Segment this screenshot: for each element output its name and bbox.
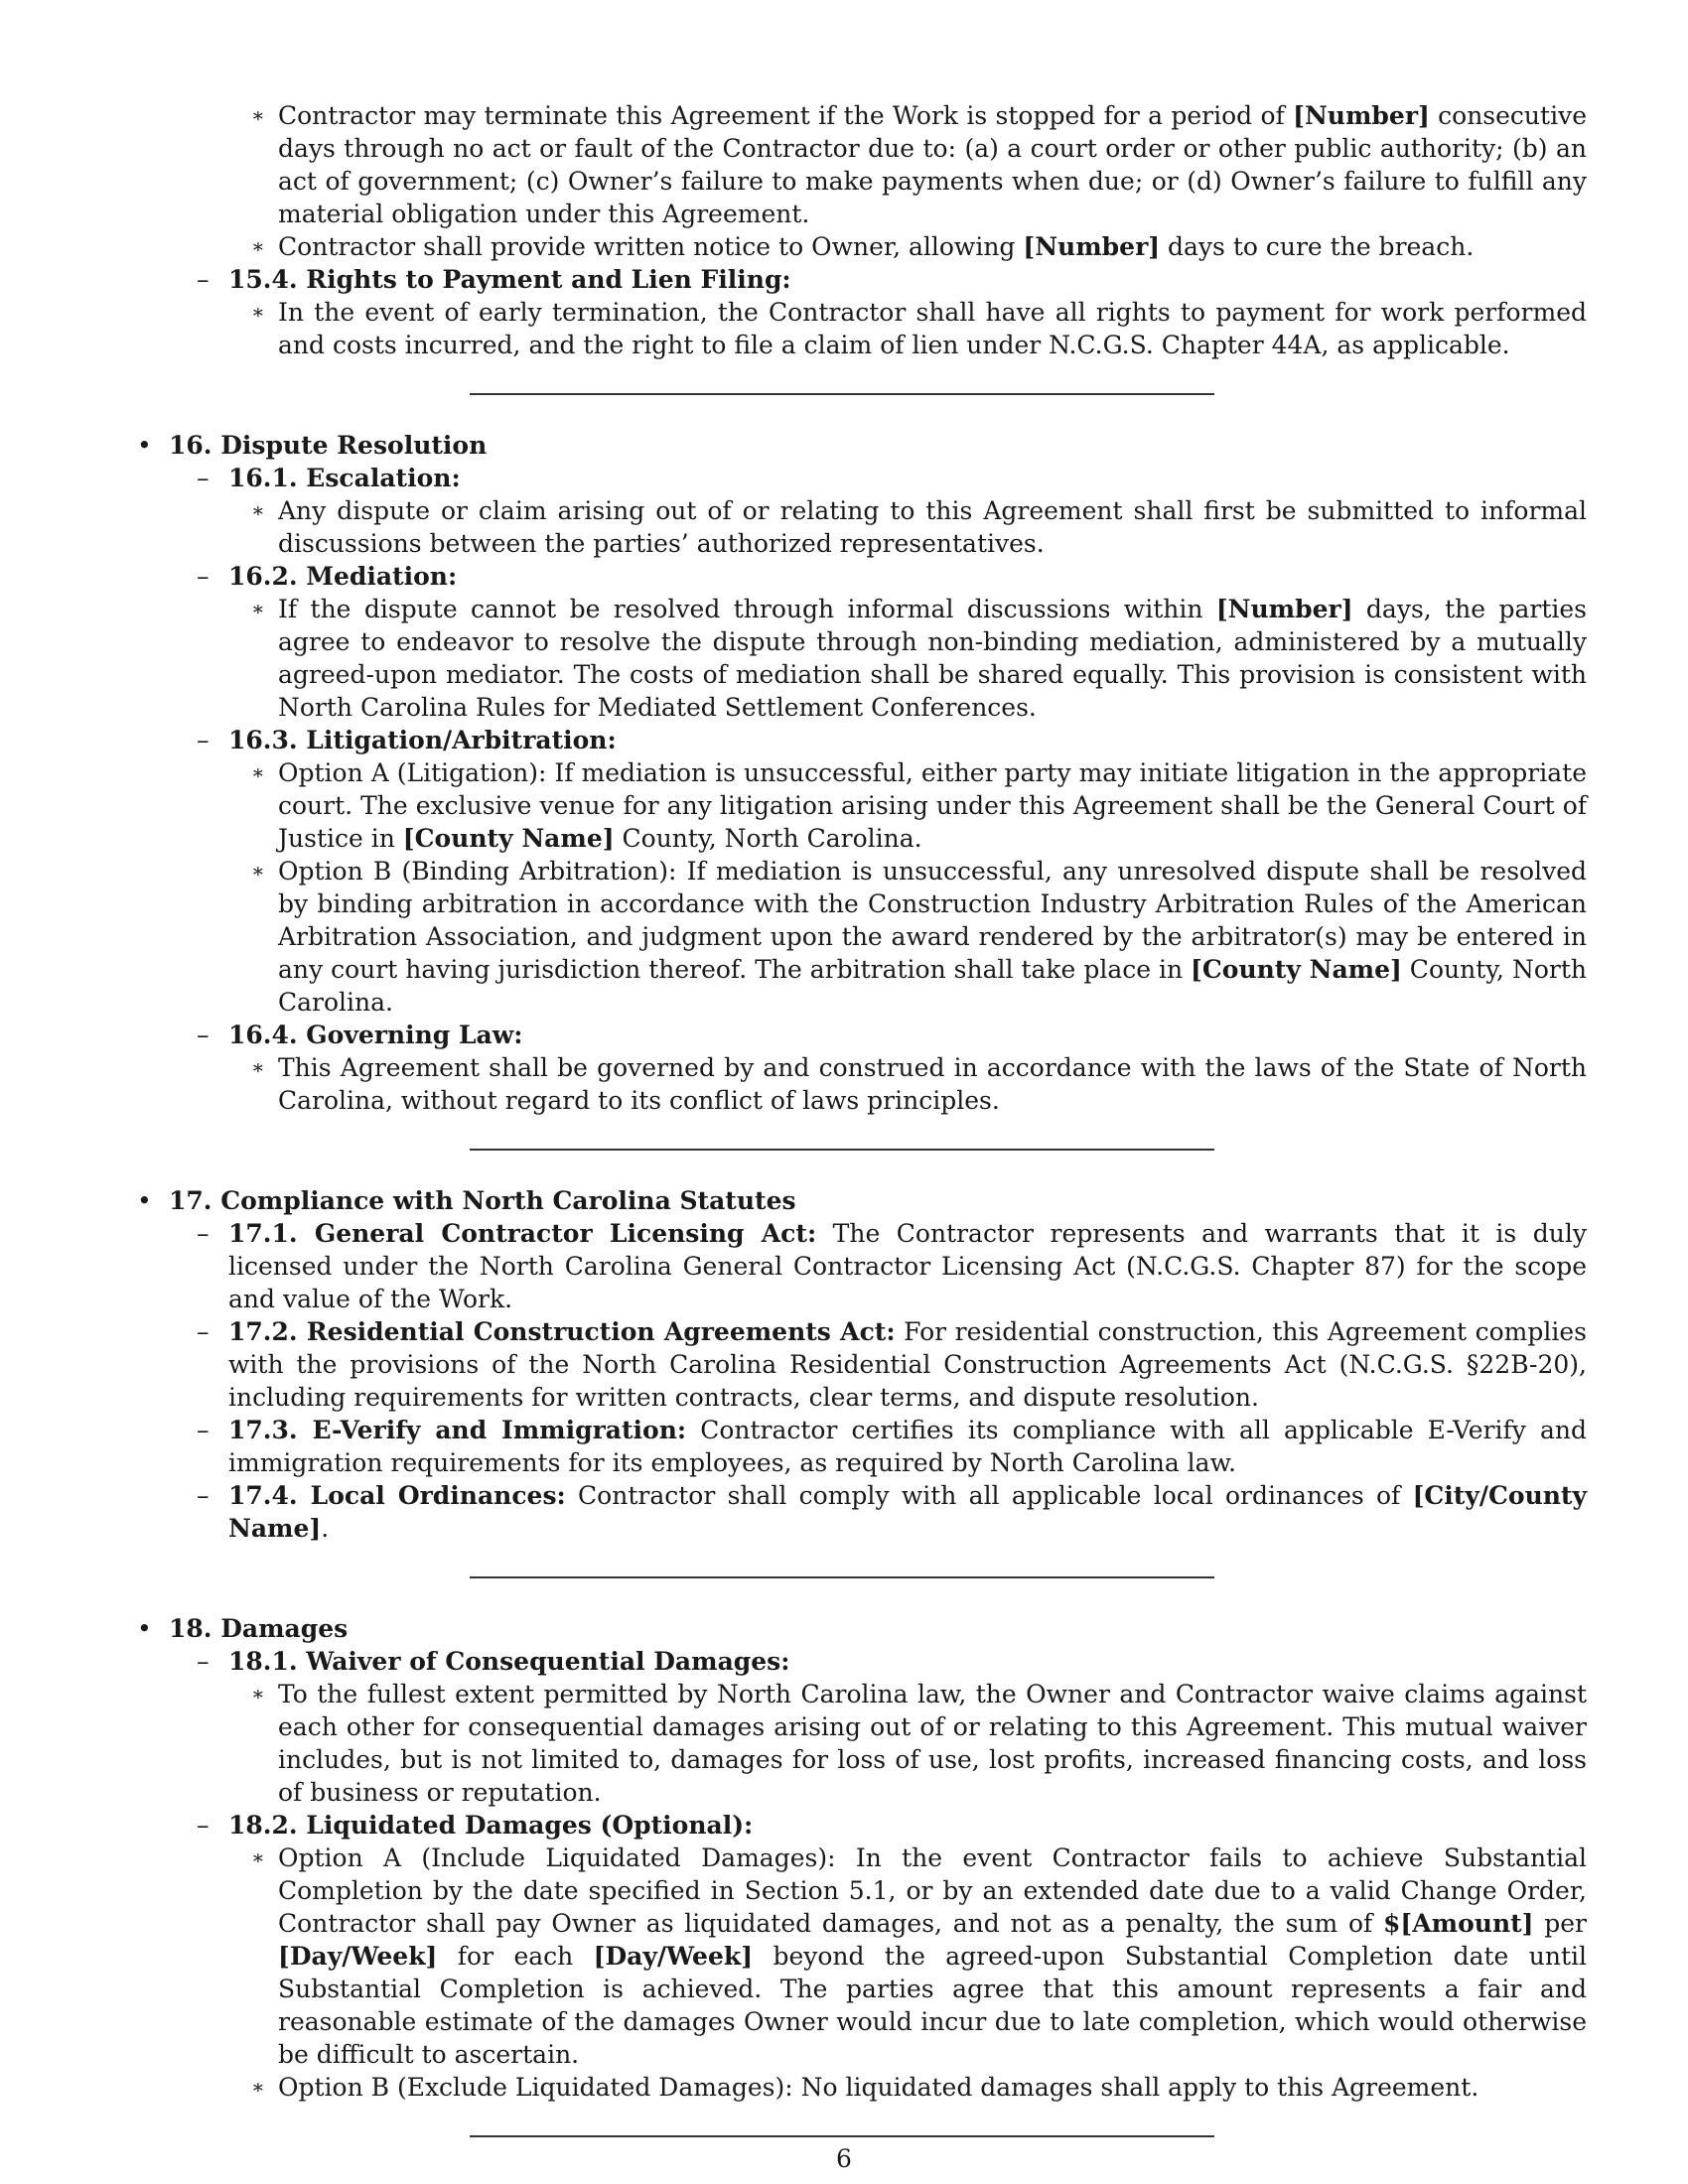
subsection-heading-15-4: – 15.4. Rights to Payment and Lien Filing: [197,265,791,294]
bullet-marker: ∗ [251,1845,265,1869]
placeholder: [Number] [1023,232,1161,261]
bullet-marker: • [137,431,152,460]
dash-marker: – [197,1416,210,1444]
dash-marker: – [197,1647,210,1676]
bullet-marker: ∗ [251,760,265,784]
s16-2-bullet: ∗ If the dispute cannot be resolved through informal discussions within [Number] days, the parties agree to endeavor to resolve the dispute through non-binding mediation, administered by a mutually agreed-upon mediator. The costs of mediation shall be shared equally. This provision is consistent with North Carolina Rules for Mediated Settlement Conferences. [251,595,1587,722]
subsection-17-3: – 17.3. E-Verify and Immigration: Contractor certifies its compliance with all applicable E-Verify and immigration requirements for its employees, as required by North Carolina law. [197,1416,1587,1477]
subsection-heading-16-4: – 16.4. Governing Law: [197,1021,523,1049]
subsection-heading-18-2: – 18.2. Liquidated Damages (Optional): [197,1811,754,1840]
bullet-marker: ∗ [251,300,265,324]
s16-1-bullet: ∗ Any dispute or claim arising out of or relating to this Agreement shall first be submitted to informal discussions between the parties’ authorized representatives. [251,496,1587,558]
dash-marker: – [197,1021,210,1049]
subsection-17-1: – 17.1. General Contractor Licensing Act: The Contractor represents and warrants that it is duly licensed under the North Carolina General Contractor Licensing Act (N.C.G.S. Chapter 87) for the scope and value of the Work. [197,1219,1587,1313]
placeholder: [County Name] [1191,955,1402,984]
section-heading-17: • 17. Compliance with North Carolina Statutes [137,1186,796,1215]
bullet-marker: ∗ [251,1682,265,1706]
subsection-heading-16-1: – 16.1. Escalation: [197,464,461,492]
subsection-heading-16-2: – 16.2. Mediation: [197,562,458,591]
s15-termination-bullet: ∗ Contractor may terminate this Agreement if the Work is stopped for a period of [Number] consecutive days through no act or fault of the Contractor due to: (a) a court order or other public authority; (b) an act of government; (c) Owner’s failure to make payments when due; or (d) Owner’s failure to fulfill any material obligation under this Agreement. [251,101,1587,228]
bullet-marker: ∗ [251,498,265,522]
dash-marker: – [197,1219,210,1248]
page-number: 6 [836,2144,852,2173]
subsection-17-4: – 17.4. Local Ordinances: Contractor shall comply with all applicable local ordinances of [City/County Name]. [197,1481,1587,1543]
section-heading-18: • 18. Damages [137,1614,349,1643]
dash-marker: – [197,265,210,294]
dash-marker: – [197,1317,210,1346]
bullet-marker: ∗ [251,859,265,883]
dash-marker: – [197,562,210,591]
s18-2-option-b: ∗ Option B (Exclude Liquidated Damages): No liquidated damages shall apply to this Agreement. [251,2073,1479,2102]
subsection-heading-18-1: – 18.1. Waiver of Consequential Damages: [197,1647,790,1676]
bullet-marker: ∗ [251,1055,265,1079]
s16-3-option-a: ∗ Option A (Litigation): If mediation is unsuccessful, either party may initiate litigation in the appropriate court. The exclusive venue for any litigation arising under this Agreement shall be the General Court of Justice in [County Name] County, North Carolina. [251,758,1587,853]
placeholder: [Number] [1215,595,1353,623]
bullet-marker: ∗ [251,597,265,620]
bullet-marker: • [137,1186,152,1215]
section-divider [470,393,1214,395]
section-divider [470,2135,1214,2137]
placeholder: [County Name] [402,824,615,853]
placeholder: [Day/Week] [593,1942,754,1971]
section-divider [470,1149,1214,1151]
placeholder: [Day/Week] [278,1942,438,1971]
subsection-heading-16-3: – 16.3. Litigation/Arbitration: [197,726,617,754]
bullet-marker: ∗ [251,2075,265,2099]
s18-2-option-a: ∗ Option A (Include Liquidated Damages): In the event Contractor fails to achieve Substantial Completion by the date specified in Section 5.1, or by an extended date due to a valid Change Order, Contractor shall pay Owner as liquidated damages, and not as a penalty, the sum of $[Amount] per [Day/Week] for each [Day/Week] beyond the agreed-upon Substantial Completion date until Substantial Completion is achieved. The parties agree that this amount represents a fair and reasonable estimate of the damages Owner would incur due to late completion, which would otherwise be difficult to ascertain. [251,1843,1587,2069]
dash-marker: – [197,1481,210,1510]
placeholder: [Number] [1293,101,1430,130]
subsection-17-2: – 17.2. Residential Construction Agreements Act: For residential construction, this Agreement complies with the provisions of the North Carolina Residential Construction Agreements Act (N.C.G.S. §22B-20), including requirements for written contracts, clear terms, and dispute resolution. [197,1317,1587,1412]
s16-4-bullet: ∗ This Agreement shall be governed by and construed in accordance with the laws of the State of North Carolina, without regard to its conflict of laws principles. [251,1053,1587,1115]
placeholder: [City/County Name] [228,1481,1587,1543]
s15-notice-bullet: ∗ Contractor shall provide written notice to Owner, allowing [Number] days to cure the breach. [251,232,1475,261]
dash-marker: – [197,1811,210,1840]
s18-1-bullet: ∗ To the fullest extent permitted by North Carolina law, the Owner and Contractor waive claims against each other for consequential damages arising out of or relating to this Agreement. This mutual waiver includes, but is not limited to, damages for loss of use, lost profits, increased financing costs, and loss of business or reputation. [251,1680,1587,1807]
dash-marker: – [197,726,210,754]
dash-marker: – [197,464,210,492]
section-divider [470,1576,1214,1578]
section-heading-16: • 16. Dispute Resolution [137,431,488,460]
s16-3-option-b: ∗ Option B (Binding Arbitration): If mediation is unsuccessful, any unresolved dispute shall be resolved by binding arbitration in accordance with the Construction Industry Arbitration Rules of the American Arbitration Association, and judgment upon the award rendered by the arbitrator(s) may be entered in any court having jurisdiction thereof. The arbitration shall take place in [County Name] County, North Carolina. [251,857,1587,1017]
placeholder: $[Amount] [1383,1909,1534,1938]
page-content [137,99,1587,2171]
bullet-marker: • [137,1614,152,1643]
s15-4-bullet: ∗ In the event of early termination, the Contractor shall have all rights to payment for work performed and costs incurred, and the right to file a claim of lien under N.C.G.S. Chapter 44A, as applicable. [251,298,1587,359]
bullet-marker: ∗ [251,103,265,127]
bullet-marker: ∗ [251,234,265,258]
